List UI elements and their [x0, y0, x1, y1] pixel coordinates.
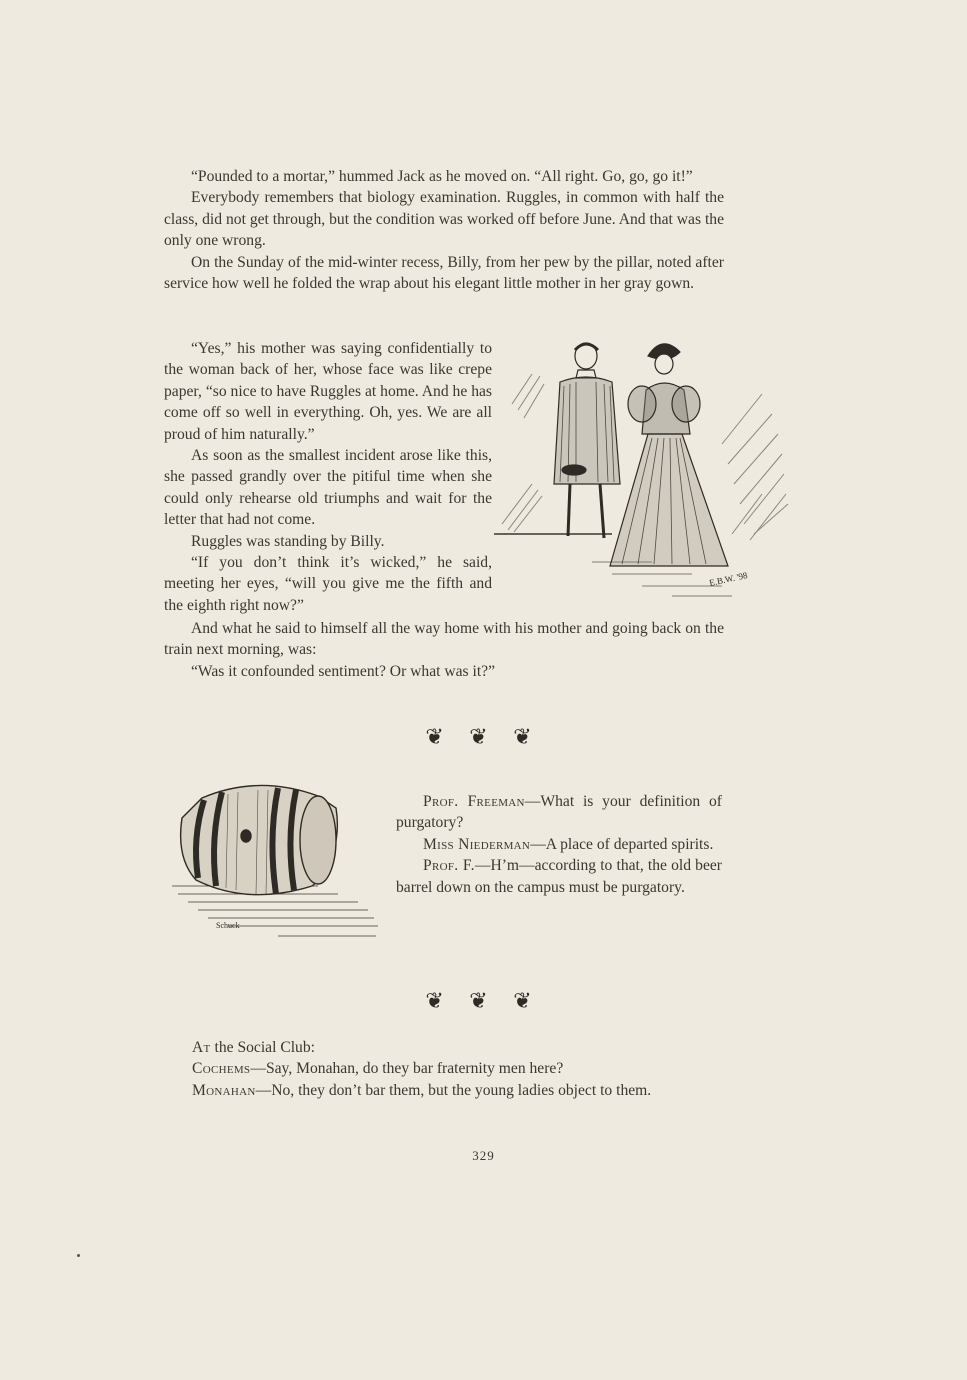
dialogue-line	[396, 834, 722, 855]
dialogue-text: —A place of departed spirits.	[530, 835, 714, 853]
ornament-divider: ❦ ❦ ❦	[425, 724, 542, 749]
paragraph: “Was it confounded sentiment? Or what was it?”	[191, 662, 496, 680]
speaker-name: Miss Niederman	[423, 835, 531, 853]
dialogue-text: —Say, Monahan, do they bar fraternity men here?	[250, 1060, 564, 1078]
paragraph: Everybody remembers that biology examination. Ruggles, in common with half the class, did not get through, but the condition was worked off before June. And that was the only one wrong.	[164, 189, 724, 250]
paper-speck	[77, 1254, 80, 1257]
man-figure	[554, 343, 620, 538]
faculty-dialogue	[396, 791, 722, 898]
anecdote-intro: At the Social Club:	[192, 1039, 315, 1056]
paragraph: Ruggles was standing by Billy.	[191, 532, 385, 550]
dialogue-line	[192, 1080, 732, 1101]
text-block-beside-illustration	[164, 338, 492, 616]
text-block-top	[164, 166, 724, 294]
dialogue-line	[396, 855, 722, 898]
dialogue-line	[396, 791, 722, 834]
dialogue-text: —What is your definition of purgatory?	[396, 793, 722, 832]
speaker-name: Prof. F.	[423, 857, 475, 875]
speaker-name: Monahan	[192, 1081, 256, 1099]
paragraph: On the Sunday of the mid-winter recess, Billy, from her pew by the pillar, noted after service how well he folded the wrap about his elegant little mother in her gray gown.	[164, 253, 724, 293]
illustration-signature: E.B.W. '98	[708, 570, 749, 588]
paragraph: “If you don’t think it’s wicked,” he said, meeting her eyes, “will you give me the fifth and the eighth right now?”	[164, 554, 492, 614]
illustration-signature: Schuck	[216, 921, 240, 930]
paragraph: And what he said to himself all the way home with his mother and going back on the train next morning, was:	[164, 620, 724, 659]
page-number: 329	[472, 1148, 495, 1163]
barrel-illustration	[168, 778, 382, 950]
social-club-anecdote	[192, 1037, 732, 1101]
dialogue-line	[192, 1058, 732, 1079]
paragraph: “Pounded to a mortar,” hummed Jack as he moved on. “All right. Go, go, go it!”	[191, 168, 693, 185]
couple-illustration	[492, 334, 792, 606]
paragraph: “Yes,” his mother was saying confidentially to the woman back of her, whose face was like crepe paper, “so nice to have Ruggles at home. And he has come off so well in everything. Oh, yes. We are all proud of him naturally.”	[164, 340, 492, 443]
ornament-divider: ❦ ❦ ❦	[425, 988, 542, 1013]
dialogue-text: —No, they don’t bar them, but the young ladies object to them.	[255, 1081, 652, 1099]
text-block-bottom	[164, 618, 724, 682]
dialogue-text: —H’m—according to that, the old beer barrel down on the campus must be purgatory.	[396, 857, 723, 896]
speaker-name: Prof. Freeman	[423, 793, 525, 810]
woman-figure	[610, 344, 728, 566]
speaker-name: Cochems	[192, 1060, 251, 1078]
paragraph: As soon as the smallest incident arose like this, she passed grandly over the pitiful time when she could only rehearse old triumphs and wait for the letter that had not come.	[164, 447, 492, 529]
